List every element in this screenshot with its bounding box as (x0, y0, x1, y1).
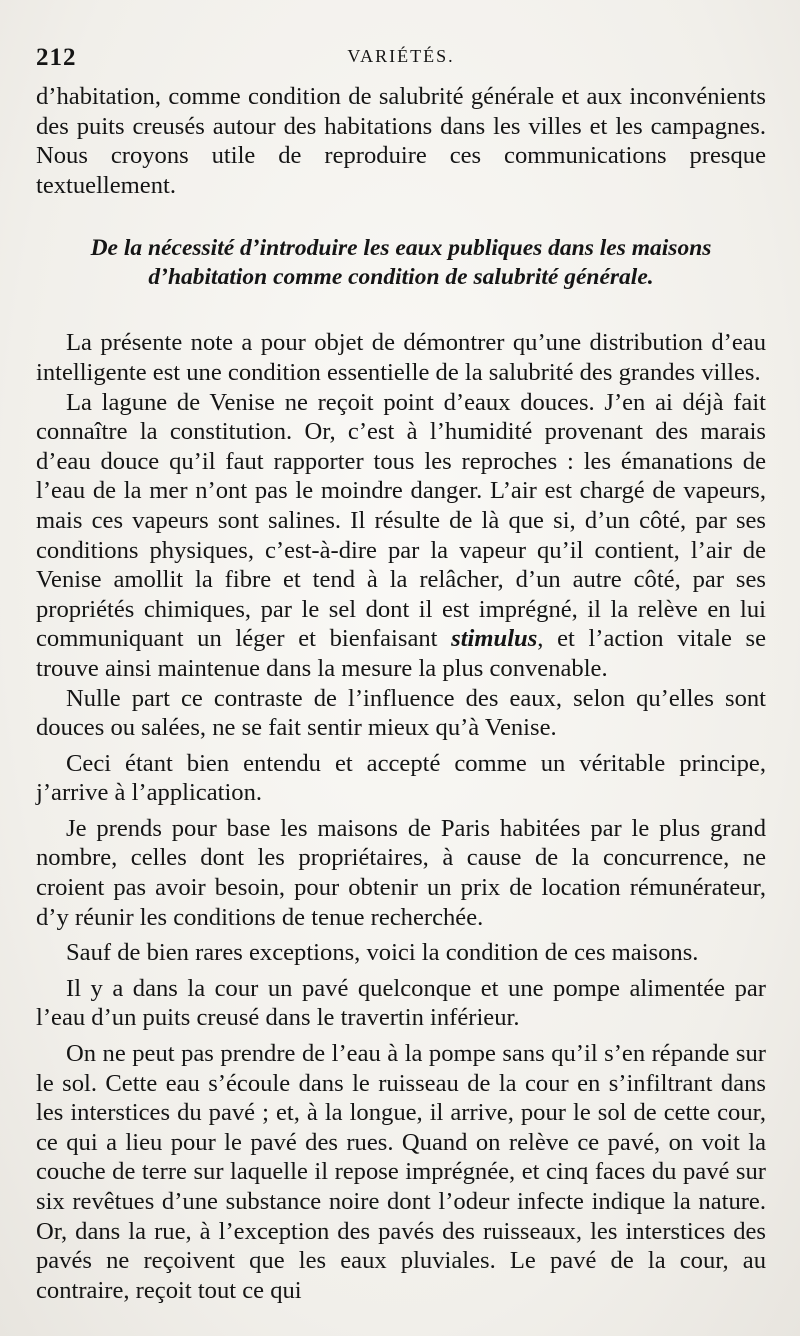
paragraph-exceptions: Sauf de bien rares exceptions, voici la condition de ces maisons. (66, 939, 699, 967)
section-heading-line-1: De la nécessité d’introduire les eaux publiques dans les maisons (90, 235, 712, 262)
running-header (36, 30, 766, 82)
stimulus-term: stimulus (451, 625, 538, 653)
paragraph-contraste: Nulle part ce contraste de l’influence des eaux, selon qu’elles sont douces ou salées, ne se fait sentir mieux qu’à Venise. (36, 684, 766, 742)
paragraph-venise-text: La lagune de Venise ne reçoit point d’eaux douces. J’en ai déjà fait connaître la constitution. Or, c’est à l’humidité provenant des marais d’eau douce qu’il faut rapporter tous les reproches : les émanations de l’eau de la mer n’ont pas le moindre danger. L’air est chargé de vapeurs, mais ces vapeurs sont salines. Il résulte de là que si, d’un côté, par ses conditions physiques, c’est-à-dire par la vapeur qu’il contient, l’air de Venise amollit la fibre et tend à la relâcher, d’un autre côté, par ses propriétés chimiques, par le sel dont il est imprégné, il la relève en lui communiquant un léger et bienfaisant (36, 388, 766, 653)
section-heading-line-2: d’habitation comme condition de salubrité générale. (148, 264, 654, 291)
paragraph-maisons-paris: Je prends pour base les maisons de Paris habitées par le plus grand nombre, celles dont les propriétaires, à cause de la concurrence, ne croient pas avoir besoin, pour obtenir un prix de location rémunérateur, d’y réunir les conditions de tenue recherchée. (36, 814, 766, 931)
continued-paragraph: d’habitation, comme condition de salubrité générale et aux inconvénients des puits creusés autour des habitations dans les villes et les campagnes. Nous croyons utile de reproduire ces communications presque textuellement. (36, 83, 766, 199)
page-number: 212 (36, 44, 77, 71)
paragraph-pompe: Il y a dans la cour un pavé quelconque et une pompe alimentée par l’eau d’un puits creusé dans le travertin inférieur. (36, 974, 766, 1032)
running-title: VARIÉTÉS. (347, 46, 455, 66)
paragraph-cour: On ne peut pas prendre de l’eau à la pompe sans qu’il s’en répande sur le sol. Cette eau s’écoule dans le ruisseau de la cour en s’infiltrant dans les interstices du pavé ; et, à la longue, il arrive, pour le sol de cette cour, ce qui a lieu pour le pavé des rues. Quand on relève ce pavé, on voit la couche de terre sur laquelle il repose imprégnée, et cinq faces du pavé sur six revêtues d’une substance noire dont l’odeur infecte indique la nature. Or, dans la rue, à l’exception des pavés des ruisseaux, les interstices des pavés ne reçoivent que les eaux pluviales. Le pavé de la cour, au contraire, reçoit tout ce qui (36, 1040, 766, 1304)
section-heading (36, 234, 766, 292)
paragraph-venise (36, 388, 766, 684)
paragraph-intro: La présente note a pour objet de démontrer qu’une distribution d’eau intelligente est une condition essentielle de la salubrité des grandes villes. (36, 329, 766, 386)
paragraph-principe: Ceci étant bien entendu et accepté comme un véritable principe, j’arrive à l’application. (36, 749, 766, 807)
paragraph-venise-end: , et l’action vitale se trouve ainsi maintenue dans la mesure la plus convenable. (36, 625, 766, 682)
body-text (36, 82, 766, 1305)
